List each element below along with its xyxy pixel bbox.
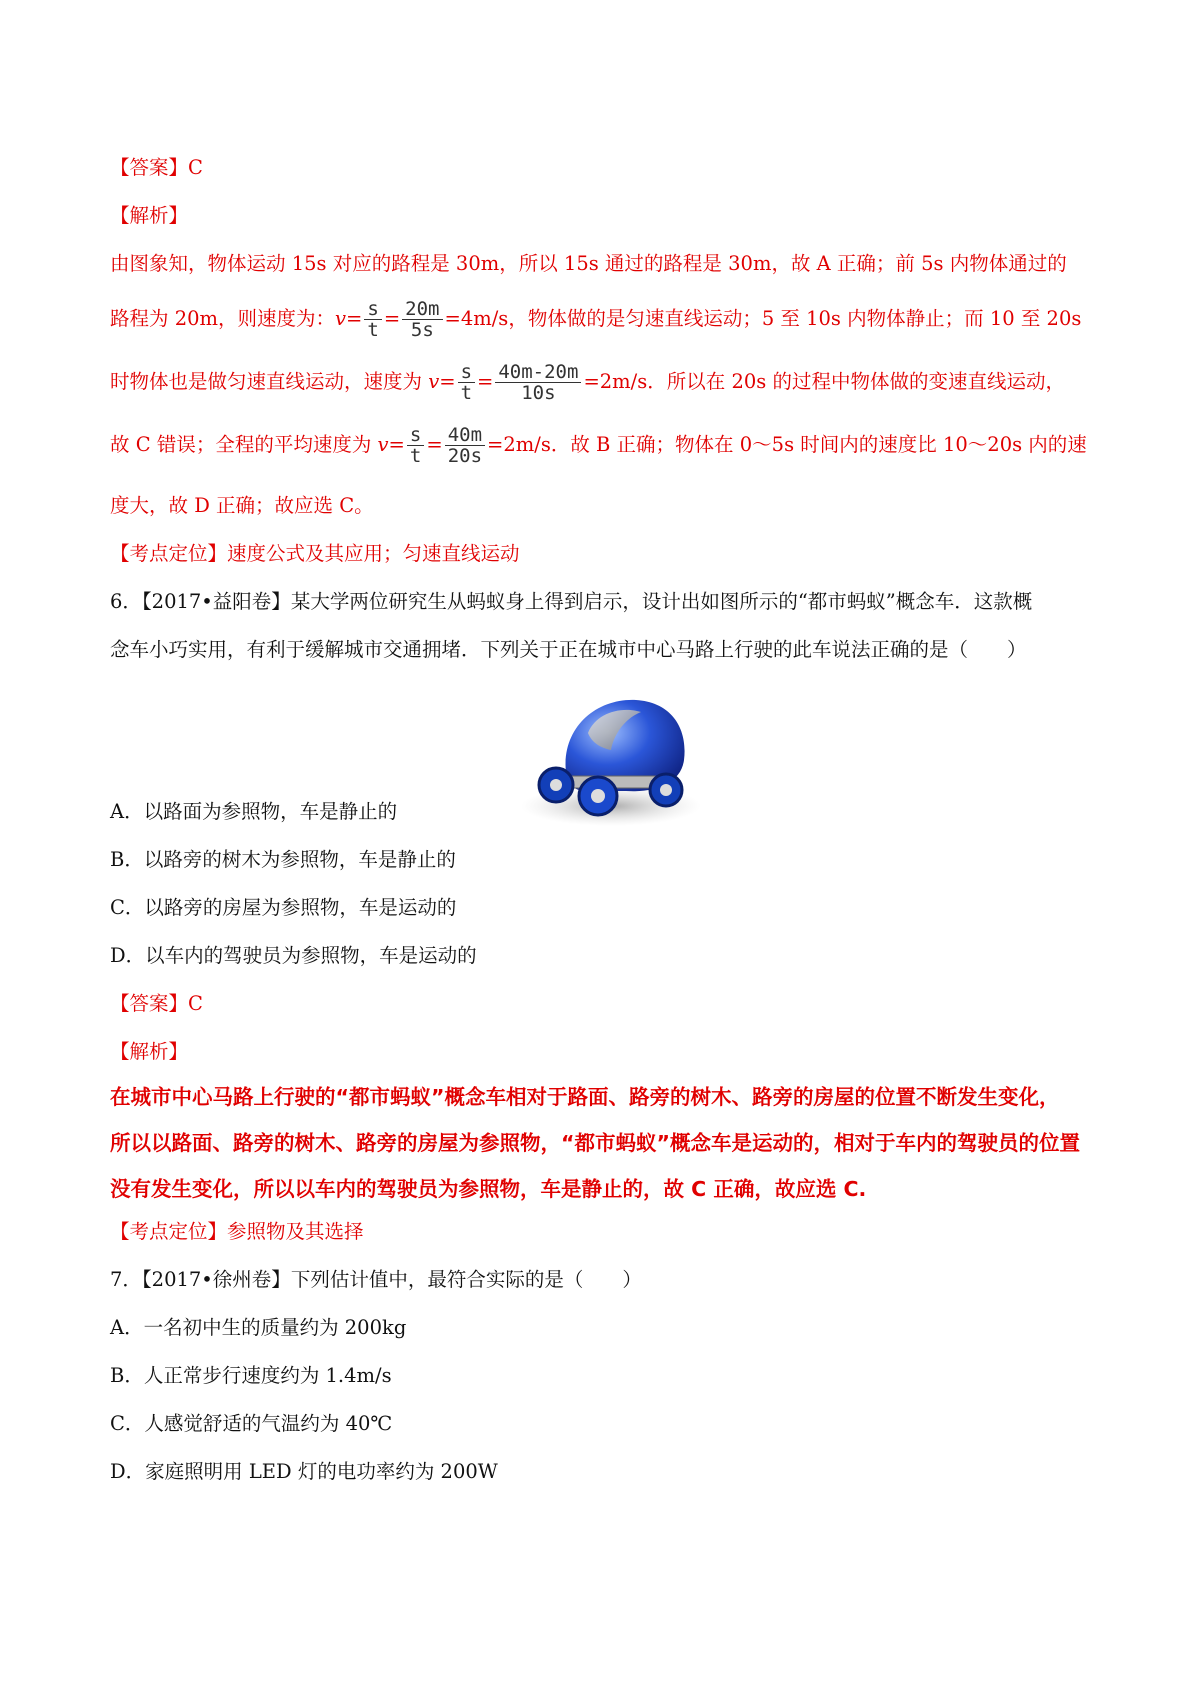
analysis-line: 在城市中心马路上行驶的“都市蚂蚁”概念车相对于路面、路旁的树木、路旁的房屋的位置不断发生变化， bbox=[110, 1085, 1060, 1109]
concept-car-image bbox=[516, 688, 702, 830]
keypoint-line-1 bbox=[110, 541, 520, 567]
answer-line-1 bbox=[110, 155, 203, 181]
analysis-line: 路程为 20m，则速度为：v= $\frac{s}{t}$ = $\frac{20m}{5s}$ =4m/s，物体做的是匀速直线运动；5 至 10s 内物体静止；而 10 至 20s bbox=[110, 298, 1082, 341]
option-b: B．以路旁的树木为参照物，车是静止的 bbox=[110, 848, 456, 871]
concept-car-illustration bbox=[516, 688, 702, 830]
keypoint-label: 【考点定位】 bbox=[110, 542, 228, 565]
option-a: A．一名初中生的质量约为 200kg bbox=[110, 1316, 407, 1339]
keypoint-value: 参照物及其选择 bbox=[227, 1220, 364, 1243]
analysis-line: 由图象知，物体运动 15s 对应的路程是 30m，所以 15s 通过的路程是 30m，故 A 正确；前 5s 内物体通过的 bbox=[110, 252, 1067, 275]
fraction: $\frac{20m}{5s}$ bbox=[402, 299, 442, 340]
question-6-stem-cont: 念车小巧实用，有利于缓解城市交通拥堵．下列关于正在城市中心马路上行驶的此车说法正确的是（ ） bbox=[110, 638, 1027, 661]
analysis-label: 【解析】 bbox=[110, 1040, 189, 1063]
option-c: C．人感觉舒适的气温约为 40℃ bbox=[110, 1412, 393, 1435]
option-d: D．以车内的驾驶员为参照物，车是运动的 bbox=[110, 944, 477, 967]
answer-line-2 bbox=[110, 991, 203, 1017]
keypoint-line-2 bbox=[110, 1219, 364, 1245]
analysis-line: 没有发生变化，所以以车内的驾驶员为参照物，车是静止的，故 C 正确，故应选 C. bbox=[110, 1177, 867, 1201]
answer-label: 【答案】 bbox=[110, 992, 189, 1015]
analysis-label: 【解析】 bbox=[110, 204, 189, 227]
question-source: 【2017•徐州卷】 bbox=[141, 1268, 291, 1291]
answer-label: 【答案】 bbox=[110, 156, 189, 179]
option-d: D．家庭照明用 LED 灯的电功率约为 200W bbox=[110, 1460, 498, 1483]
question-6-stem: 6．【2017•益阳卷】某大学两位研究生从蚂蚁身上得到启示，设计出如图所示的“都市蚂蚁”概念车．这款概 bbox=[110, 590, 1033, 613]
answer-value: C bbox=[188, 156, 203, 179]
fraction: $\frac{s}{t}$ bbox=[407, 425, 424, 466]
fraction: $\frac{40m-20m}{10s}$ bbox=[495, 362, 581, 403]
analysis-line: 故 C 错误；全程的平均速度为 v= $\frac{s}{t}$ = $\frac{40m}{20s}$ =2m/s．故 B 正确；物体在 0～5s 时间内的速度比 10～20s 内的速 bbox=[110, 424, 1087, 467]
fraction: $\frac{s}{t}$ bbox=[458, 362, 475, 403]
fraction: $\frac{s}{t}$ bbox=[364, 299, 381, 340]
question-7-stem: 7．【2017•徐州卷】下列估计值中，最符合实际的是（ ） bbox=[110, 1268, 642, 1291]
keypoint-label: 【考点定位】 bbox=[110, 1220, 228, 1243]
option-b: B．人正常步行速度约为 1.4m/s bbox=[110, 1364, 392, 1387]
option-a: A．以路面为参照物，车是静止的 bbox=[110, 800, 398, 823]
analysis-line: 度大，故 D 正确；故应选 C。 bbox=[110, 494, 374, 517]
question-source: 【2017•益阳卷】 bbox=[141, 590, 291, 613]
fraction: $\frac{40m}{20s}$ bbox=[445, 425, 485, 466]
option-c: C．以路旁的房屋为参照物，车是运动的 bbox=[110, 896, 457, 919]
analysis-line: 时物体也是做匀速直线运动，速度为 v= $\frac{s}{t}$ = $\frac{40m-20m}{10s}$ =2m/s．所以在 20s 的过程中物体做的变速直线运动， bbox=[110, 361, 1065, 404]
answer-value: C bbox=[188, 992, 203, 1015]
analysis-line: 所以以路面、路旁的树木、路旁的房屋为参照物，“都市蚂蚁”概念车是运动的，相对于车内的驾驶员的位置 bbox=[110, 1131, 1080, 1155]
keypoint-value: 速度公式及其应用；匀速直线运动 bbox=[227, 542, 520, 565]
